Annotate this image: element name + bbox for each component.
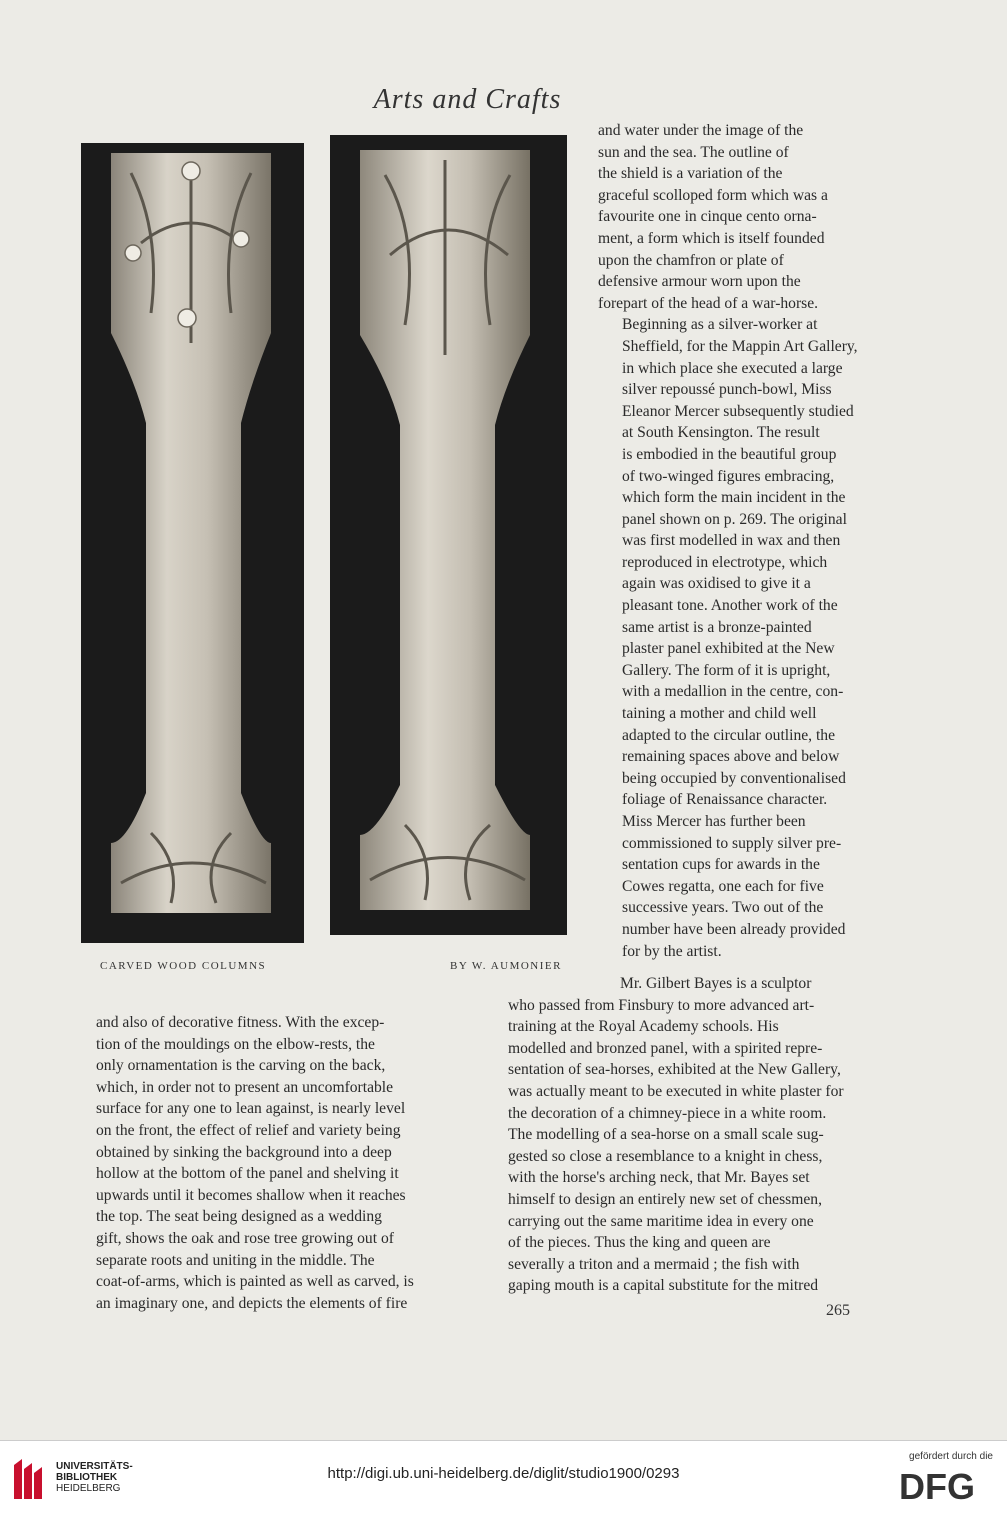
paragraph: and water under the image of the sun and the sea. The outline of the shield is a variation of the graceful scolloped form which was a favourite one in cinque cento orna- ment, a form which is itself founded upon the chamfron or plate of defensive armour worn upon the forepart of the head of a war-horse. [598, 122, 828, 312]
page-number: 265 [826, 1302, 850, 1319]
dfg-logo-icon [899, 1465, 993, 1505]
funding-note: gefördert durch die [909, 1451, 993, 1462]
photo-carved-column-right [330, 135, 567, 935]
svg-text:DFG: DFG [899, 1466, 975, 1505]
photo-carved-column-left [81, 143, 304, 943]
library-name: UNIVERSITÄTS- BIBLIOTHEK HEIDELBERG [56, 1461, 133, 1494]
running-title: Arts and Crafts [373, 84, 562, 115]
source-url-link[interactable]: http://digi.ub.uni-heidelberg.de/diglit/studio1900/0293 [327, 1465, 680, 1482]
right-column-text [598, 120, 886, 962]
digitization-footer [0, 1440, 1007, 1517]
paragraph: and also of decorative fitness. With the excep- tion of the mouldings on the elbow-rests, the only ornamentation is the carving on the back, which, in order not to present an uncomfortable surface for any one to lean against, is nearly level on the front, the effect of relief and variety being obtained by sinking the background into a deep hollow at the bottom of the panel and shelving it upwards until it becomes shallow when it reaches the top. The seat being designed as a wedding gift, shows the oak and rose tree growing out of separate roots and uniting in the middle. The coat-of-arms, which is painted as well as carved, is an imaginary one, and depicts the elements of fire [96, 1014, 414, 1312]
figure-caption-credit: BY W. AUMONIER [450, 960, 562, 972]
paragraph: Beginning as a silver-worker at Sheffield, for the Mappin Art Gallery, in which place she executed a large silver repoussé punch-bowl, Miss Eleanor Mercer subsequently studied at South Kensington. The result is embodied in the beautiful group of two-winged figures embracing, which form the main incident in the panel shown on p. 269. The original was first modelled in wax and then reproduced in electrotype, which again was oxidised to give it a pleasant tone. Another work of the same artist is a bronze-painted plaster panel exhibited at the New Gallery. The form of it is upright, with a medallion in the centre, con- taining a mother and child well adapted to the circular outline, the remaining spaces above and below being occupied by conventionalised foliage of Renaissance character. Miss Mercer has further been commissioned to supply silver pre- sentation cups for awards in the Cowes regatta, one each for five successive years. Two out of the number have been already provided for by the artist. [622, 316, 858, 960]
figure-caption-title: CARVED WOOD COLUMNS [100, 960, 267, 972]
paragraph: Mr. Gilbert Bayes is a sculptor who passed from Finsbury to more advanced art- training at the Royal Academy schools. His modelled and bronzed panel, with a spirited repre- sentation of sea-horses, exhibited at the New Gallery, was actually meant to be executed in white plaster for the decoration of a chimney-piece in a white room. The modelling of a sea-horse on a small scale sug- gested so close a resemblance to a knight in chess, with the horse's arching neck, that Mr. Bayes set himself to design an entirely new set of chessmen, carrying out the same maritime idea in every one of the pieces. Thus the king and queen are severally a triton and a mermaid ; the fish with gaping mouth is a capital substitute for the mitred [508, 975, 844, 1295]
left-column-text [96, 1012, 486, 1314]
bayes-paragraph [508, 973, 890, 1297]
